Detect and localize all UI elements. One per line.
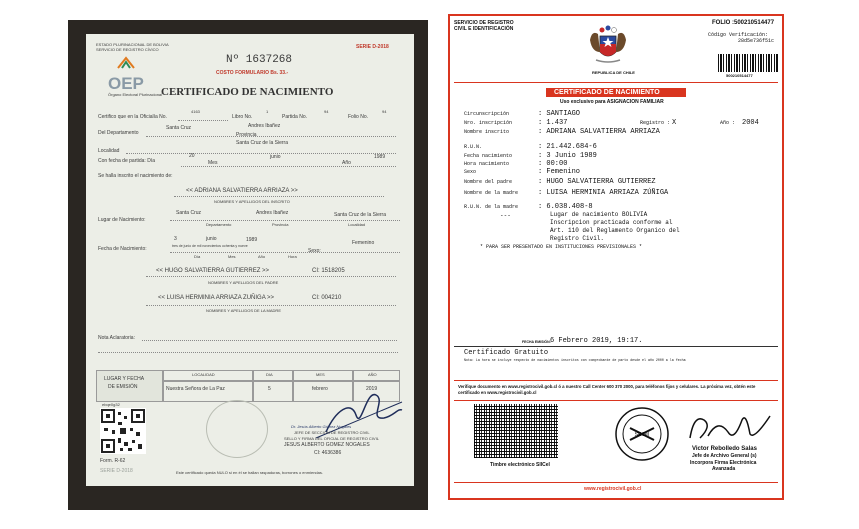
lugar-label: Lugar de Nacimiento: bbox=[98, 217, 146, 223]
emision-label2: DE EMISIÓN bbox=[108, 384, 138, 390]
cap-prov: Provincia bbox=[272, 222, 289, 227]
oep-logo: OEP bbox=[108, 74, 144, 93]
sign-ci: CI: 4636386 bbox=[314, 450, 342, 456]
emision-label1: LUGAR Y FECHA bbox=[104, 376, 145, 382]
fn-mes: junio bbox=[206, 236, 217, 242]
cl-run-madre-label: R.U.N. de la madre bbox=[464, 204, 519, 210]
madre-ci: CI: 004210 bbox=[312, 295, 342, 301]
partida-value: 94 bbox=[324, 109, 329, 114]
cl-signer-role: Jefe de Archivo General (s) bbox=[692, 453, 757, 459]
cl-nro: : 1.437 bbox=[538, 119, 568, 127]
oep-emblem-icon bbox=[116, 56, 136, 70]
padre-ci: CI: 1518205 bbox=[312, 268, 345, 274]
sign-role1: JEFE DE SECCIÓN DE REGISTRO CIVIL bbox=[294, 430, 370, 435]
oficialia-value: 4163 bbox=[191, 109, 200, 114]
sign-name: Dr. Jesús Alberto Gómez Nogales bbox=[291, 424, 352, 429]
cl-signer: Victor Rebolledo Salas bbox=[692, 446, 757, 452]
cl-service1: SERVICIO DE REGISTRO bbox=[454, 20, 514, 26]
fn-anio: 1989 bbox=[246, 237, 258, 243]
partida-label: Partida No. bbox=[282, 114, 308, 120]
cl-codigo: 28d5e736f51c bbox=[738, 38, 775, 44]
cl-emision: 6 Febrero 2019, 19:17. bbox=[550, 337, 643, 345]
madre-name: << LUISA HERMINIA ARRIAZA ZUÑIGA >> bbox=[158, 295, 275, 301]
cl-title: CERTIFICADO DE NACIMIENTO bbox=[554, 89, 660, 96]
cap-hora: Hora bbox=[288, 254, 297, 259]
lugar-prov: Andres Ibañez bbox=[256, 210, 289, 216]
sign-role2: SELLO Y FIRMA DEL OFICIAL DE REGISTRO CIVIL bbox=[284, 436, 379, 441]
fp-mes: junio bbox=[270, 154, 281, 160]
cl-verifique: Verifique documento en www.registrocivil.gob.cl ó a nuestro Call Center 600 370 2000, para teléfonos fijos y celulares. La próxima vez, obtén este certificado en www.registrocivil.gob.cl bbox=[458, 384, 756, 395]
cl-para: * PARA SER PRESENTADO EN INSTITUCIONES PREVISIONALES * bbox=[480, 244, 643, 250]
oep-logo-sub: Órgano Electoral Plurinacional bbox=[108, 92, 163, 97]
cl-footer-url: www.registrocivil.gob.cl bbox=[584, 486, 642, 492]
cl-madre: : LUISA HERMINIA ARRIAZA ZÚÑIGA bbox=[538, 189, 669, 197]
cl-padre-label: Nombre del padre bbox=[464, 179, 513, 185]
cl-nota-hora: Nota: La hora se incluye respecto de nacimientos inscritos con comprobante de parto desde el año 2000 a la fecha bbox=[464, 358, 686, 362]
lugar-loc: Santa Cruz de la Sierra bbox=[334, 212, 386, 218]
bo-serial: Nº 1637268 bbox=[226, 54, 293, 66]
prov-value: Andres Ibañez bbox=[248, 123, 281, 129]
fp-anio: 1989 bbox=[374, 154, 386, 160]
folio-label: Folio No. bbox=[348, 114, 369, 120]
cap-dept: Departamento bbox=[206, 222, 232, 227]
cl-nota3: Art. 110 del Reglamento Organico del bbox=[550, 227, 680, 234]
sexo-label: Sexo: bbox=[308, 248, 321, 254]
cl-nombre: : ADRIANA SALVATIERRA ARRIAZA bbox=[538, 128, 660, 136]
bo-cost: COSTO FORMULARIO Bs. 33.- bbox=[216, 70, 289, 76]
qr-code-text: ebqe0g32 bbox=[102, 402, 120, 407]
cl-nombre-label: Nombre inscrito bbox=[464, 129, 510, 135]
cl-dashes: --- bbox=[500, 212, 511, 219]
cap-mes: Mes bbox=[228, 254, 236, 259]
inscrito-label: Se halla inscrito el nacimiento de: bbox=[98, 173, 173, 179]
bolivia-birth-certificate bbox=[86, 34, 414, 486]
serie-bottom: SERIE D-2018 bbox=[100, 468, 133, 474]
cl-nota2: Inscripcion practicada conforme al bbox=[550, 219, 673, 226]
cl-signer-note2: Avanzada bbox=[712, 466, 736, 472]
qr-code-icon bbox=[100, 408, 146, 454]
cl-hora: : 00:00 bbox=[538, 160, 568, 168]
fn-dia: 3 bbox=[174, 236, 177, 242]
bo-header-line1: ESTADO PLURINACIONAL DE BOLIVIA bbox=[96, 42, 169, 47]
dept-value: Santa Cruz bbox=[166, 125, 192, 131]
bo-header-line2: SERVICIO DE REGISTRO CÍVICO bbox=[96, 47, 159, 52]
cl-barcode bbox=[718, 54, 778, 72]
chile-birth-certificate bbox=[448, 14, 784, 500]
cl-gratuito: Certificado Gratuito bbox=[464, 349, 549, 357]
libro-label: Libro No. bbox=[232, 114, 253, 120]
folio-value: 94 bbox=[382, 109, 387, 114]
fecha-partida-label: Con fecha de partida: Día bbox=[98, 158, 155, 164]
seal-stamp bbox=[206, 400, 268, 458]
fp-mes-label: Mes bbox=[208, 160, 218, 166]
col-anio: AÑO bbox=[368, 372, 377, 377]
localidad-value: Santa Cruz de la Sierra bbox=[236, 140, 288, 146]
dept-label: Del Departamento bbox=[98, 130, 139, 136]
cl-circ: : SANTIAGO bbox=[538, 110, 581, 118]
cl-sexo: : Femenino bbox=[538, 168, 581, 176]
bo-footer: Este certificado queda NULO si en él se hallan raspaduras, borrones o enmiendas. bbox=[176, 470, 323, 475]
cl-sexo-label: Sexo bbox=[464, 169, 477, 175]
localidad-label: Localidad bbox=[98, 148, 120, 154]
libro-value: 1 bbox=[266, 109, 269, 114]
em-localidad: Nuestra Señora de La Paz bbox=[166, 386, 225, 392]
inscrito-name: << ADRIANA SALVATIERRA ARRIAZA >> bbox=[186, 188, 298, 194]
col-localidad: LOCALIDAD bbox=[192, 372, 215, 377]
fp-dia: 20 bbox=[189, 153, 195, 159]
em-dia: 5 bbox=[268, 386, 271, 392]
cl-run: : 21.442.684-6 bbox=[538, 143, 597, 151]
bo-title: CERTIFICADO DE NACIMIENTO bbox=[161, 86, 334, 98]
cl-fn: : 3 Junio 1989 bbox=[538, 152, 597, 160]
timbre-electronico-code bbox=[474, 404, 558, 458]
col-dia: DIA bbox=[266, 372, 273, 377]
lugar-dept: Santa Cruz bbox=[176, 210, 202, 216]
sexo-value: Femenino bbox=[352, 240, 375, 246]
cl-circ-label: Circunscripción bbox=[464, 111, 510, 117]
cl-hora-label: Hora nacimiento bbox=[464, 161, 510, 167]
padre-name: << HUGO SALVATIERRA GUTIERREZ >> bbox=[156, 268, 270, 274]
nota-label: Nota Aclaratoria: bbox=[98, 335, 135, 341]
bo-serie-top: SERIE D-2018 bbox=[356, 44, 389, 50]
chile-coat-of-arms-icon bbox=[586, 22, 630, 66]
prov-label: Provincia bbox=[236, 132, 257, 138]
cl-republica: REPUBLICA DE CHILE bbox=[592, 70, 635, 75]
madre-caption: NOMBRES Y APELLIDOS DE LA MADRE bbox=[206, 308, 281, 313]
fecha-nac-label: Fecha de Nacimiento: bbox=[98, 246, 147, 252]
cl-padre: : HUGO SALVATIERRA GUTIERREZ bbox=[538, 178, 656, 186]
cl-anio-label: Año : bbox=[720, 120, 736, 126]
col-mes: MES bbox=[316, 372, 325, 377]
cl-folio: 500210514477 bbox=[734, 20, 775, 26]
cl-signer-note1: Incorpora Firma Electrónica bbox=[690, 460, 757, 466]
oficialia-label: Certifico que en la Oficialía No. bbox=[98, 114, 167, 120]
cl-anio: 2004 bbox=[742, 119, 759, 127]
fp-anio-label: Año bbox=[342, 160, 351, 166]
cl-run-label: R.U.N. bbox=[464, 144, 483, 150]
cl-nota1: Lugar de nacimiento BOLIVIA bbox=[550, 211, 648, 218]
cl-registro-label: Registro : bbox=[640, 120, 671, 126]
cl-nota4: Registro Civil. bbox=[550, 235, 605, 242]
cl-registro: X bbox=[672, 119, 677, 127]
svg-text:SRCeI: SRCeI bbox=[634, 432, 650, 438]
cl-nro-label: Nro. inscripción bbox=[464, 120, 513, 126]
padre-caption: NOMBRES Y APELLIDOS DEL PADRE bbox=[208, 280, 279, 285]
cl-subtitle: Uso exclusivo para ASIGNACION FAMILIAR bbox=[560, 99, 664, 105]
em-anio: 2019 bbox=[366, 386, 378, 392]
cl-barcode-num: 500210514477 bbox=[726, 73, 753, 78]
cap-anio: Año bbox=[258, 254, 266, 259]
em-mes: febrero bbox=[312, 386, 328, 392]
sign-print: JESUS ALBERTO GOMEZ NOGALES bbox=[284, 442, 370, 448]
inscrito-caption: NOMBRES Y APELLIDOS DEL INSCRITO bbox=[214, 199, 290, 204]
cl-fn-label: Fecha nacimiento bbox=[464, 153, 513, 159]
cl-timbre: Timbre electrónico SIICel bbox=[490, 462, 550, 468]
cl-madre-label: Nombre de la madre bbox=[464, 190, 519, 196]
cl-emision-label: FECHA EMISIÓN: bbox=[522, 340, 551, 344]
cl-codigo-label: Código Verificación: bbox=[708, 32, 769, 38]
cl-round-seal-icon bbox=[614, 406, 670, 462]
cl-service2: CIVIL E IDENTIFICACIÓN bbox=[454, 26, 514, 32]
form-number: Form. R-62 bbox=[100, 458, 126, 464]
cl-signature-image bbox=[684, 408, 774, 448]
cl-run-madre: : 6.038.408-8 bbox=[538, 203, 593, 211]
cap-loc: Localidad bbox=[348, 222, 366, 227]
fn-words: tres de junio de mil novecientos ochenta y nueve bbox=[172, 244, 248, 248]
cl-folio-label: FOLIO : bbox=[712, 20, 734, 26]
cap-dia: Día bbox=[194, 254, 201, 259]
